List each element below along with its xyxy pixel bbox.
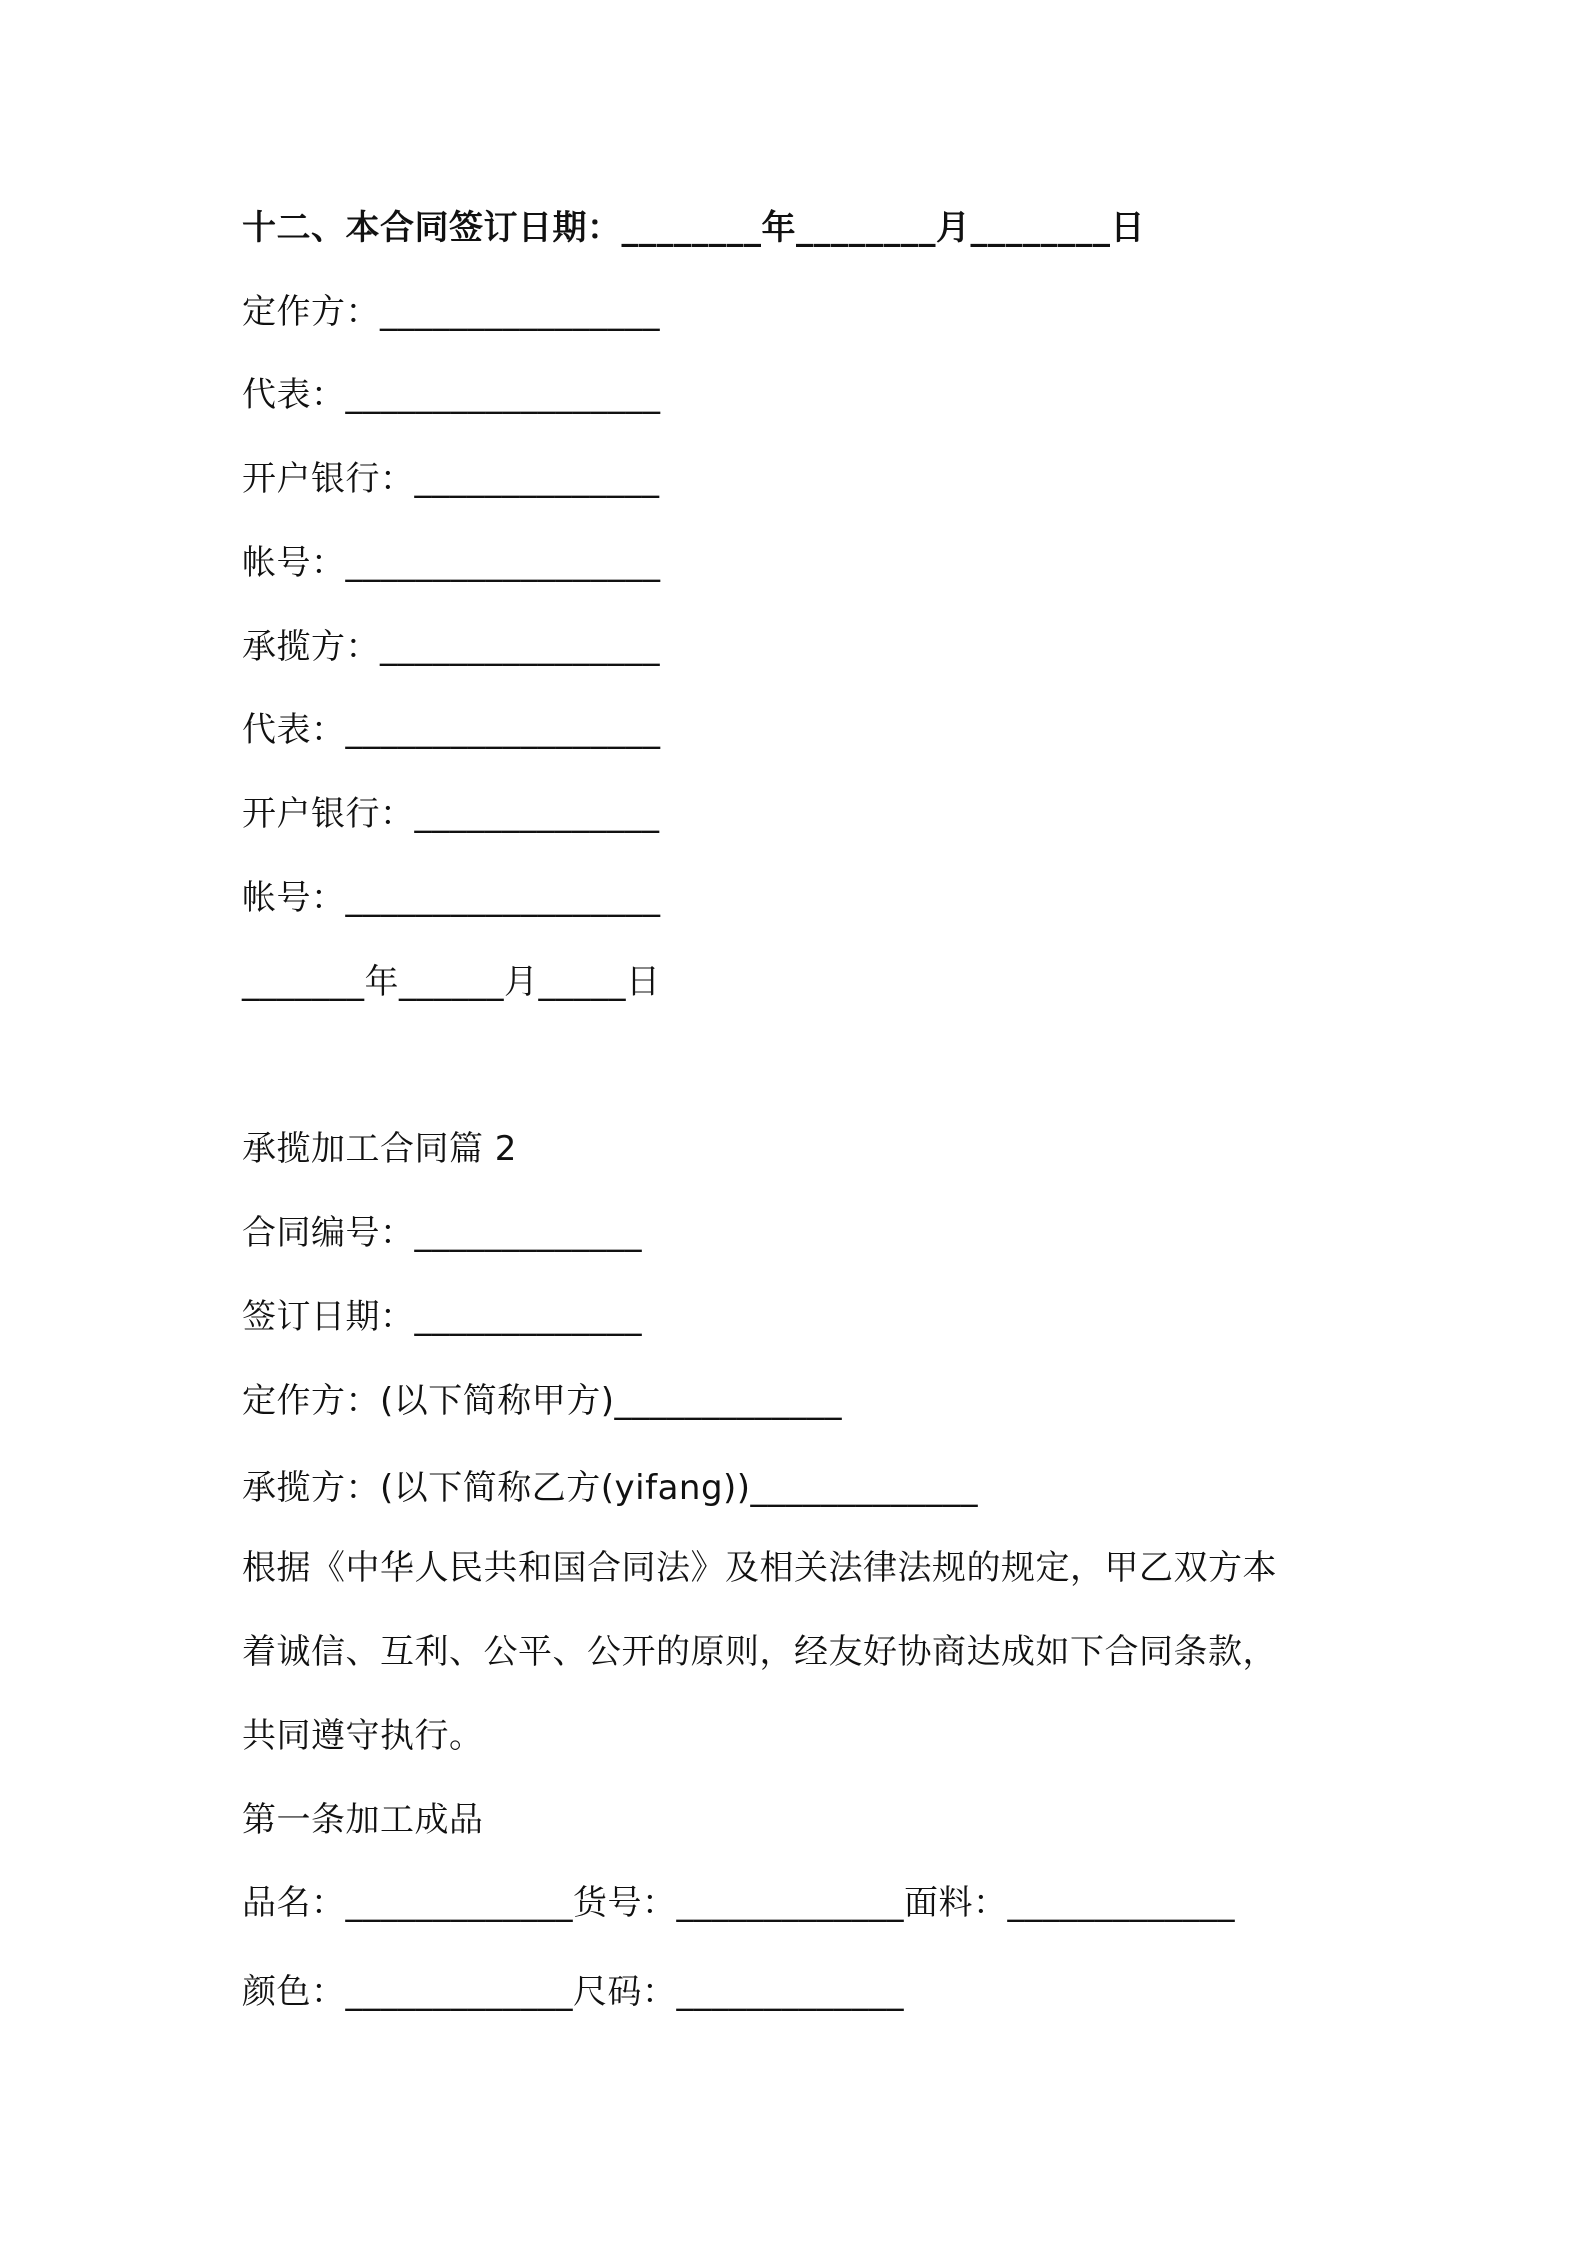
- color-size-fields: 颜色：_____________尺码：_____________: [242, 1972, 904, 2012]
- intro-paragraph-line-2: 着诚信、互利、公平、公开的原则，经友好协商达成如下合同条款，: [242, 1632, 1277, 1672]
- intro-paragraph-line-3: 共同遵守执行。: [242, 1716, 484, 1756]
- party-a-field: 定作方：(以下简称甲方)_____________: [242, 1381, 843, 1421]
- party-b-field: 承揽方：(以下简称乙方(yifang))_____________: [242, 1468, 979, 1508]
- article-one-heading: 第一条加工成品: [242, 1800, 484, 1840]
- ordering-party-field: 定作方：________________: [242, 292, 660, 332]
- product-info-fields: 品名：_____________货号：_____________面料：_____________: [242, 1883, 1235, 1923]
- contractor-party-field: 承揽方：________________: [242, 627, 660, 667]
- ordering-bank-field: 开户银行：______________: [242, 459, 660, 499]
- contractor-account-field: 帐号：__________________: [242, 878, 661, 918]
- date-blank-line: _______年______月_____日: [242, 962, 661, 1002]
- intro-paragraph-line-1: 根据《中华人民共和国合同法》及相关法律法规的规定，甲乙双方本: [242, 1548, 1277, 1588]
- ordering-representative-field: 代表：__________________: [242, 375, 661, 415]
- contract-number-field: 合同编号：_____________: [242, 1213, 642, 1253]
- section-title: 承揽加工合同篇 2: [242, 1129, 517, 1169]
- ordering-account-field: 帐号：__________________: [242, 543, 661, 583]
- signing-date-field: 签订日期：_____________: [242, 1297, 642, 1337]
- contractor-bank-field: 开户银行：______________: [242, 794, 660, 834]
- contractor-representative-field: 代表：__________________: [242, 710, 661, 750]
- signing-date-line: 十二、本合同签订日期：________年________月________日: [242, 208, 1145, 248]
